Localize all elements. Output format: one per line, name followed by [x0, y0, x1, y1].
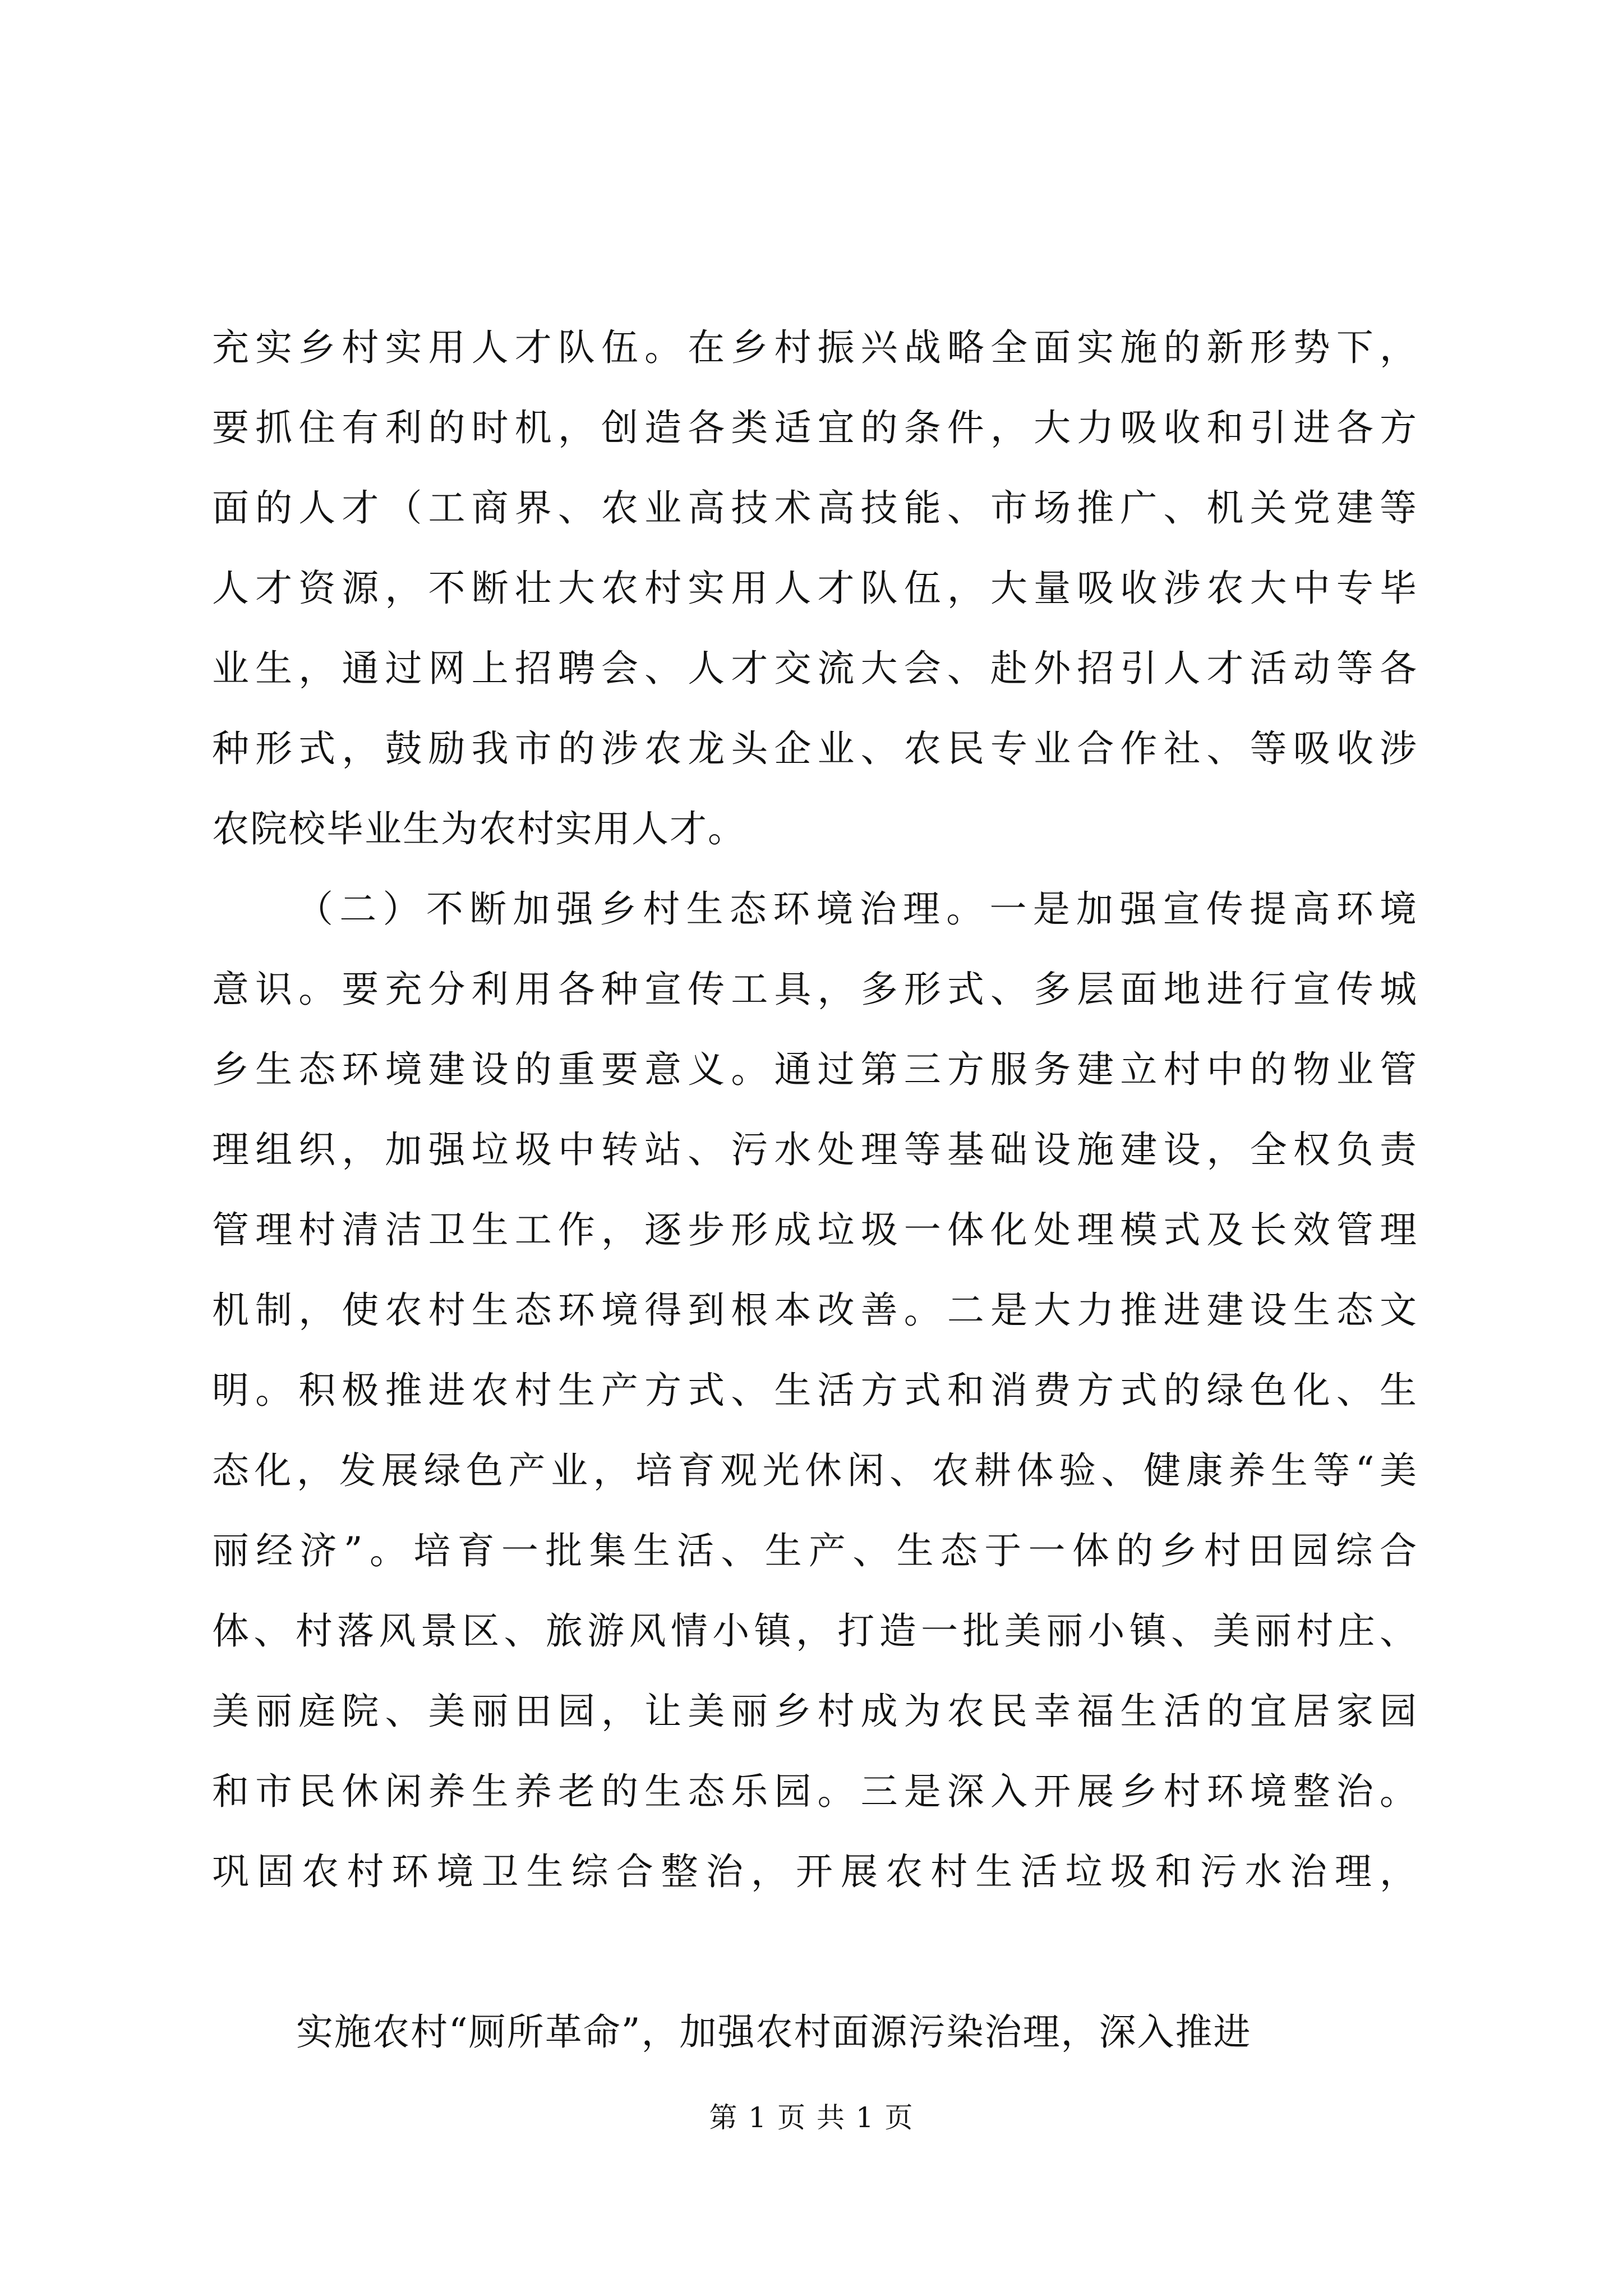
page-number: 第 1 页 共 1 页 — [709, 2101, 914, 2134]
text-line: 面的人才（工商界、农业高技术高技能、市场推广、机关党建等 — [212, 486, 1418, 530]
text-line: 美丽庭院、美丽田园，让美丽乡村成为农民幸福生活的宜居家园 — [212, 1690, 1418, 1733]
document-body — [212, 307, 1418, 2072]
paragraph — [212, 307, 1418, 869]
text-line: 机制，使农村生态环境得到根本改善。二是大力推进建设生态文 — [212, 1289, 1418, 1332]
text-line: 充实乡村实用人才队伍。在乡村振兴战略全面实施的新形势下， — [212, 326, 1418, 369]
text-line: 实施农村“厕所革命”，加强农村面源污染治理，深入推进 — [296, 2010, 1252, 2054]
text-line — [212, 1912, 1418, 1992]
text-line: 人才资源，不断壮大农村实用人才队伍，大量吸收涉农大中专毕 — [212, 567, 1418, 610]
paragraph — [212, 1992, 1418, 2072]
text-line: 管理村清洁卫生工作，逐步形成垃圾一体化处理模式及长效管理 — [212, 1208, 1418, 1251]
text-line: 种形式，鼓励我市的涉农龙头企业、农民专业合作社、等吸收涉 — [212, 727, 1418, 770]
text-line: 和市民休闲养生养老的生态乐园。三是深入开展乡村环境整治。 — [212, 1770, 1418, 1813]
text-line: 丽经济”。培育一批集生活、生产、生态于一体的乡村田园综合 — [212, 1529, 1418, 1572]
page-footer — [0, 2098, 1623, 2137]
text-line: 巩固农村环境卫生综合整治，开展农村生活垃圾和污水治理， — [212, 1850, 1418, 1893]
text-line: 体、村落风景区、旅游风情小镇，打造一批美丽小镇、美丽村庄、 — [212, 1609, 1418, 1653]
text-line: 业生，通过网上招聘会、人才交流大会、赴外招引人才活动等各 — [212, 647, 1418, 690]
text-line: 农院校毕业生为农村实用人才。 — [212, 807, 746, 850]
text-line: 态化，发展绿色产业，培育观光休闲、农耕体验、健康养生等“美 — [212, 1449, 1418, 1492]
text-line: 乡生态环境建设的重要意义。通过第三方服务建立村中的物业管 — [212, 1048, 1418, 1091]
text-line: 明。积极推进农村生产方式、生活方式和消费方式的绿色化、生 — [212, 1369, 1418, 1412]
text-line: 意识。要充分利用各种宣传工具，多形式、多层面地进行宣传城 — [212, 968, 1418, 1011]
text-line: 理组织，加强垃圾中转站、污水处理等基础设施建设，全权负责 — [212, 1128, 1418, 1171]
section-heading-line: （二）不断加强乡村生态环境治理。一是加强宣传提高环境 — [296, 887, 1418, 931]
text-line: 要抓住有利的时机，创造各类适宜的条件，大力吸收和引进各方 — [212, 406, 1418, 449]
paragraph — [212, 869, 1418, 1992]
